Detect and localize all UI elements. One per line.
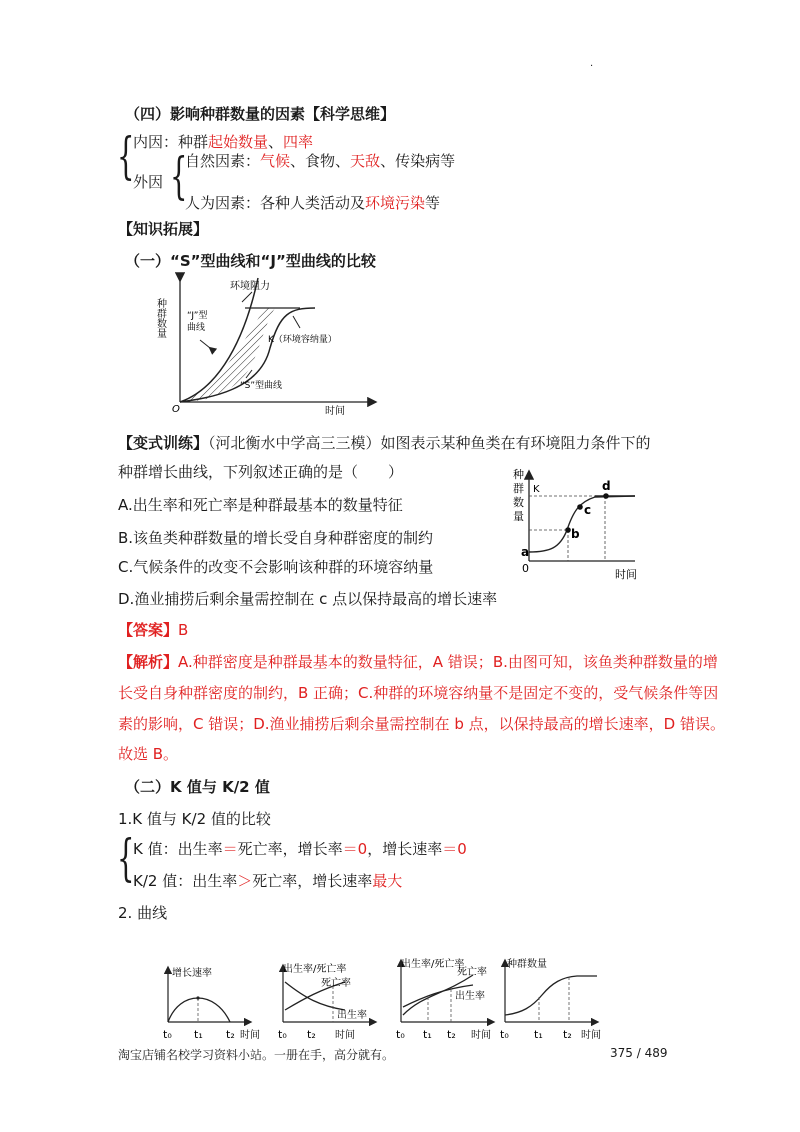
chart4-xlabel: 时间 <box>581 1030 601 1041</box>
fig2-k: K <box>533 484 540 495</box>
fig1-origin: O <box>172 404 180 415</box>
chart3-t1: t₁ <box>423 1028 432 1041</box>
chart4-t1: t₁ <box>534 1028 543 1041</box>
outer-factor-label: 外因 <box>133 173 164 191</box>
chart4-ylabel: 种群数量 <box>507 959 547 970</box>
chart1-t1: t₁ <box>194 1028 203 1041</box>
j-label-1: “J”型 <box>187 311 208 321</box>
answer-line: 【答案】B <box>118 621 189 639</box>
chart2-curve2: 出生率 <box>337 1010 367 1021</box>
left-brace: { <box>117 127 135 185</box>
option-b: B.该鱼类种群数量的增长受自身种群密度的制约 <box>118 529 434 547</box>
knowledge-title: 【知识拓展】 <box>118 220 209 238</box>
chart2-t2: t₂ <box>307 1028 316 1041</box>
resistance-label: 环境阻力 <box>230 281 270 292</box>
exercise-line2: 种群增长曲线，下列叙述正确的是（ ） <box>118 463 404 481</box>
subsection1-title: （一）“S”型曲线和“J”型曲线的比较 <box>125 252 376 270</box>
analysis-line1: 【解析】A.种群密度是种群最基本的数量特征，A 错误；B.由图可知，该鱼类种群数量的增 <box>118 653 718 671</box>
growth-rate-curve <box>168 998 230 1022</box>
fig2-a: a <box>521 545 530 559</box>
fig1-xlabel: 时间 <box>325 406 345 417</box>
inner-brace: { <box>170 147 188 205</box>
compare-title: 1.K 值与 K/2 值的比较 <box>118 810 271 828</box>
natural-factor-line: 自然因素：气候、食物、天敌、传染病等 <box>185 152 456 170</box>
j-label-2: 曲线 <box>187 323 206 333</box>
chart1-xlabel: 时间 <box>240 1030 260 1041</box>
analysis-line3: 素的影响，C 错误；D.渔业捕捞后剩余量需控制在 b 点，以保持最高的增长速率，D 错误。 <box>118 715 725 733</box>
k2-value-line: K/2 值：出生率＞死亡率，增长速率最大 <box>133 872 403 890</box>
footer-text: 淘宝店铺名校学习资料小站。一册在手，高分就有。 <box>118 1048 395 1062</box>
fish-growth-figure <box>505 466 665 586</box>
chart2-xlabel: 时间 <box>335 1030 355 1041</box>
option-a: A.出生率和死亡率是种群最基本的数量特征 <box>118 496 403 514</box>
fig2-ylabel-4: 量 <box>513 510 524 523</box>
option-d: D.渔业捕捞后剩余量需控制在 c 点以保持最高的增长速率 <box>118 590 498 608</box>
k-value-line: K 值：出生率＝死亡率，增长率＝0，增长速率＝0 <box>133 840 467 858</box>
analysis-line4: 故选 B。 <box>118 745 179 763</box>
k-brace: { <box>117 829 135 887</box>
fig2-c: c <box>584 503 592 517</box>
s-label: “S”型曲线 <box>240 381 283 391</box>
fig2-xlabel: 时间 <box>615 568 637 581</box>
chart3-curve2: 出生率 <box>455 991 485 1002</box>
subsection2-title: （二）K 值与 K/2 值 <box>125 778 270 796</box>
resistance-pointer <box>242 292 252 302</box>
analysis-line2: 长受自身种群密度的制约，B 正确；C.种群的环境容纳量不是固定不变的，受气候条件等因 <box>118 684 719 702</box>
section-title: （四）影响种群数量的因素【科学思维】 <box>125 105 396 123</box>
point-c <box>577 504 583 510</box>
birth-death-chart-2 <box>393 955 498 1050</box>
sj-curve-figure <box>150 278 380 423</box>
chart4-t0: t₀ <box>500 1028 509 1041</box>
fig2-ylabel-2: 群 <box>513 482 524 495</box>
point-b <box>565 527 571 533</box>
population-chart <box>497 955 607 1050</box>
chart1-t2: t₂ <box>226 1028 235 1041</box>
chart3-xlabel: 时间 <box>471 1030 491 1041</box>
fig2-ylabel-3: 数 <box>513 496 524 509</box>
k-pointer <box>293 316 300 328</box>
birth-death-chart-1 <box>275 960 380 1050</box>
exercise-line1: 【变式训练】（河北衡水中学高三三模）如图表示某种鱼类在有环境阻力条件下的 <box>118 434 651 452</box>
chart3-curve1: 死亡率 <box>457 967 487 978</box>
k-label: K（环境容纳量） <box>268 335 337 345</box>
fig2-ylabel-1: 种 <box>513 468 524 481</box>
chart3-t0: t₀ <box>396 1028 405 1041</box>
chart2-curve1: 死亡率 <box>321 978 351 989</box>
fig2-origin: 0 <box>522 562 529 575</box>
fig2-d: d <box>602 479 611 493</box>
inner-factor-line: 内因：种群起始数量、四率 <box>133 133 314 151</box>
fig2-b: b <box>571 527 580 541</box>
human-factor-line: 人为因素：各种人类活动及环境污染等 <box>185 194 441 212</box>
population-curve <box>505 976 597 1015</box>
point-d <box>603 493 609 499</box>
corner-mark: . <box>590 58 594 69</box>
chart2-ylabel: 出生率/死亡率 <box>283 964 347 975</box>
chart3-ylabel: 出生率/死亡率 <box>401 959 465 970</box>
option-c: C.气候条件的改变不会影响该种群的环境容纳量 <box>118 558 434 576</box>
chart2-t0: t₀ <box>278 1028 287 1041</box>
chart1-ylabel: 增长速率 <box>172 968 212 979</box>
chart3-t2: t₂ <box>447 1028 456 1041</box>
chart1-t0: t₀ <box>163 1028 172 1041</box>
chart4-t2: t₂ <box>563 1028 572 1041</box>
fig2-curve <box>529 496 635 552</box>
curve-title: 2. 曲线 <box>118 904 168 922</box>
j-pointer <box>200 340 210 348</box>
growth-rate-chart <box>160 960 260 1050</box>
fig1-ylabel: 种群数量 <box>154 298 166 338</box>
page-number: 375 / 489 <box>610 1046 668 1060</box>
